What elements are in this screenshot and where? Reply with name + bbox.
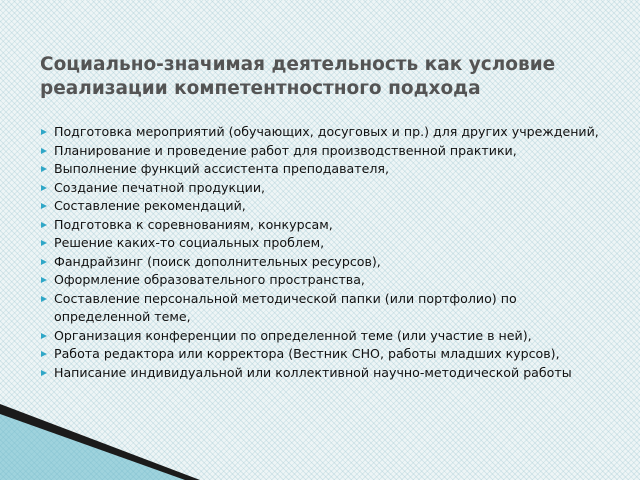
bullet-text: Оформление образовательного пространства, [54,272,365,287]
bullet-text: Выполнение функций ассистента преподавателя, [54,161,389,176]
triangle-bullet-icon [41,351,47,357]
bullet-text: Подготовка мероприятий (обучающих, досуговых и пр.) для других учреждений, [54,124,599,139]
bullet-text: Подготовка к соревнованиям, конкурсам, [54,216,333,232]
bullet-text: Составление рекомендаций, [54,198,246,213]
triangle-bullet-icon [41,240,47,246]
bullet-text: Решение каких-то социальных проблем, [54,235,325,250]
bullet-item [40,216,615,235]
bullet-item [40,142,615,161]
bullet-item [40,271,615,290]
bullet-text: Составление персональной методической папки (или портфолио) по определенной теме, [54,290,517,324]
triangle-bullet-icon [41,185,47,191]
bullet-item [40,364,615,383]
bullet-item [40,253,615,272]
triangle-bullet-icon [41,259,47,265]
triangle-bullet-icon [41,129,47,135]
triangle-bullet-icon [41,148,47,154]
bullet-item [40,179,615,198]
bullet-item [40,345,615,364]
bullet-item [40,197,615,216]
bullet-item [40,123,615,142]
bullet-text: Написание индивидуальной или коллективной научно-методической работы [54,364,572,380]
bullet-item [40,290,615,327]
bullet-text: Организация конференции по определенной теме (или участие в ней), [54,327,532,343]
bullet-item [40,327,615,346]
bullet-text: Фандрайзинг (поиск дополнительных ресурсов), [54,253,381,269]
bullet-text: Создание печатной продукции, [54,179,266,195]
triangle-bullet-icon [41,166,47,172]
bullet-text: Планирование и проведение работ для производственной практики, [54,142,517,158]
triangle-bullet-icon [41,222,47,228]
decorative-wedge [0,400,200,480]
bullet-list [40,123,615,382]
triangle-bullet-icon [41,333,47,339]
triangle-bullet-icon [41,296,47,302]
bullet-item [40,160,615,179]
bullet-item [40,234,615,253]
triangle-bullet-icon [41,203,47,209]
bullet-text: Работа редактора или корректора (Вестник СНО, работы младших курсов), [54,346,560,361]
slide-title: Социально-значимая деятельность как условие реализации компетентностного подхода [40,54,556,99]
triangle-bullet-icon [41,277,47,283]
triangle-bullet-icon [41,370,47,376]
